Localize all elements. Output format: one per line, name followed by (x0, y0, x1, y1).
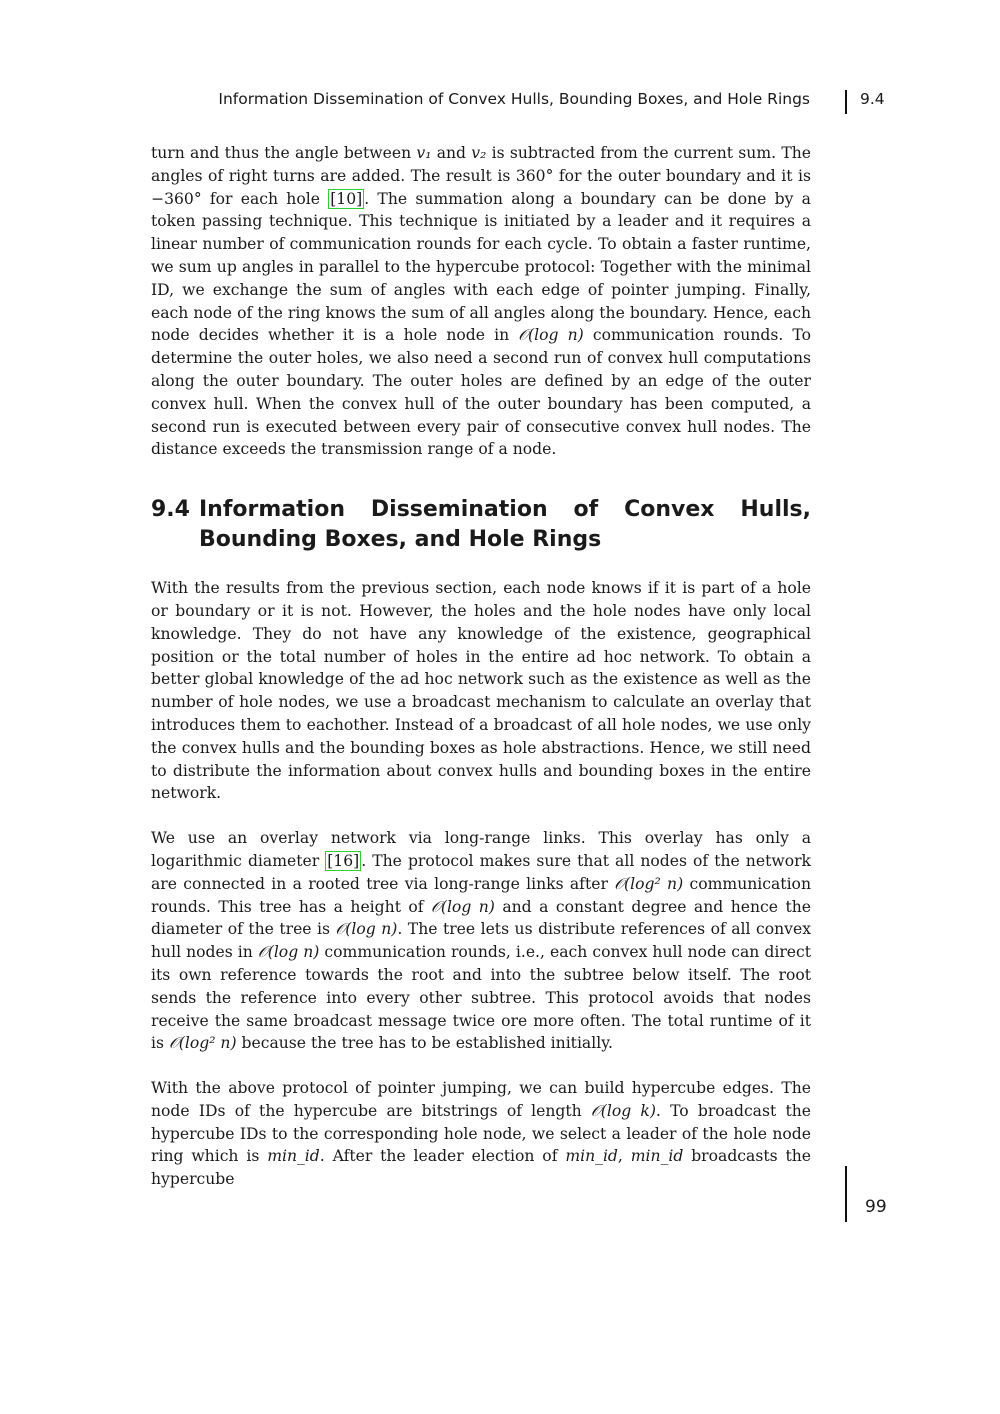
text-run: and a constant degree and hence the diameter of the tree is (151, 897, 811, 939)
footer-divider (845, 1166, 847, 1222)
math-complexity: 𝒪(log n) (518, 326, 584, 345)
text-run: . The summation along a boundary can be done by a token passing technique. This technique is initiated by a leader and it requires a linear number of communication rounds for each cycle. To obtain a faster runtime, we sum up angles in parallel to the hypercube protocol: Together with the minimal ID, we exchange the sum of angles with each edge of pointer jumping. Finally, each node of the ring knows the sum of all angles along the boundary. Hence, each node decides whether it is a hole node in (151, 189, 811, 345)
section-number: 9.4 (151, 497, 190, 523)
running-header-section-number: 9.4 (860, 90, 885, 108)
page-number: 99 (865, 1197, 887, 1217)
text-run: With the above protocol of pointer jumping, we can build hypercube edges. The node IDs of the hypercube are bitstrings of length (151, 1079, 811, 1120)
math-complexity: 𝒪(log² n) (614, 874, 684, 893)
math-complexity: 𝒪(log n) (335, 920, 398, 939)
paragraph-4 (151, 1077, 811, 1191)
text-run: because the tree has to be established initially. (236, 1034, 613, 1053)
header-divider (845, 90, 847, 114)
text-run: is subtracted from the current sum. The angles of right turns are added. The result is 360° for the outer boundary and it is −360° for each hole (151, 144, 811, 208)
text-run: communication rounds, i.e., each convex hull node can direct its own reference towards the root and into the subtree below itself. The root sends the reference into every other subtree. This protocol avoids that nodes receive the same broadcast message twice ore more often. The total runtime of it is (151, 943, 812, 1053)
paragraph-2: With the results from the previous section, each node knows if it is part of a hole or boundary or it is not. However, the holes and the hole nodes have only local knowledge. They do not have any knowledge of the existence, geographical position or the total number of holes in the entire ad hoc network. To obtain a better global knowledge of the ad hoc network such as the existence as well as the number of hole nodes, we use a broadcast mechanism to calculate an overlay that introduces them to eachother. Instead of a broadcast of all hole nodes, we use only the convex hulls and the bounding boxes as hole abstractions. Hence, we still need to distribute the information about convex hulls and bounding boxes in the entire network. (151, 579, 811, 803)
paragraph-1 (151, 142, 811, 461)
text-run: broadcasts the hypercube (151, 1147, 811, 1189)
citation-link[interactable]: [10] (330, 189, 363, 208)
math-complexity: 𝒪(log k) (590, 1101, 656, 1120)
math-min-id: min_id (565, 1147, 618, 1166)
math-min-id: min_id (630, 1147, 684, 1166)
text-run: turn and thus the angle between (151, 144, 417, 162)
text-run: and (431, 144, 472, 162)
running-header-title: Information Dissemination of Convex Hulls, Bounding Boxes, and Hole Rings (218, 90, 810, 108)
paragraph-3 (151, 827, 811, 1055)
section-heading (151, 495, 811, 555)
math-min-id: min_id (267, 1147, 320, 1166)
math-v1: v₁ (416, 144, 432, 162)
text-run: We use an overlay network via long-range links. This overlay has only a logarithmic diameter (151, 829, 811, 870)
text-run: communication rounds. To determine the outer holes, we also need a second run of convex hull computations along the outer boundary. The outer holes are defined by an edge of the outer convex hull. When the convex hull of the outer boundary has been computed, a second run is executed between every pair of consecutive convex hull nodes. The distance exceeds the transmission range of a node. (151, 326, 811, 459)
citation-link[interactable]: [16] (327, 851, 360, 870)
text-run: . The protocol makes sure that all nodes of the network are connected in a rooted tree via long-range links after (151, 851, 811, 893)
math-complexity: 𝒪(log² n) (168, 1034, 237, 1053)
text-run: communication rounds. This tree has a height of (151, 874, 811, 916)
text-run: . The tree lets us distribute references of all convex hull nodes in (151, 920, 811, 962)
text-run: , (617, 1147, 631, 1166)
text-run: . After the leader election of (319, 1147, 566, 1166)
page-body (151, 142, 811, 1191)
math-complexity: 𝒪(log n) (431, 897, 495, 916)
math-v2: v₂ (471, 144, 487, 162)
section-title: Information Dissemination of Convex Hulls, Bounding Boxes, and Hole Rings (199, 497, 811, 553)
text-run: . To broadcast the hypercube IDs to the corresponding hole node, we select a leader of the hole node ring which is (151, 1101, 811, 1166)
math-complexity: 𝒪(log n) (257, 943, 320, 962)
